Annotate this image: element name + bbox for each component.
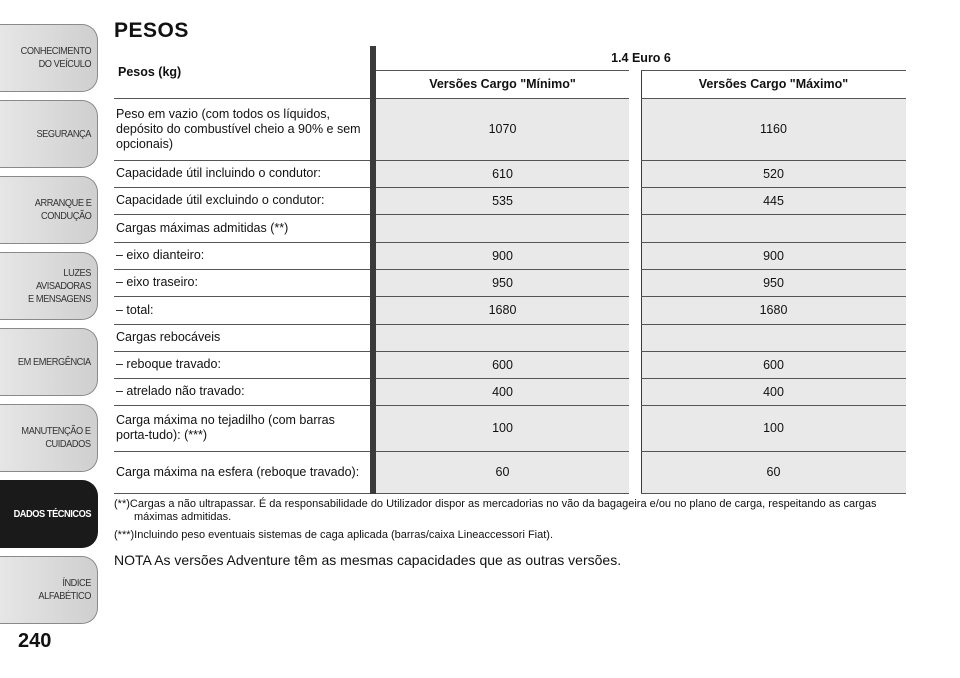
section-title: PESOS — [114, 19, 189, 42]
tab-indice-alfabetico[interactable] — [0, 556, 98, 624]
row-label: Capacidade útil incluindo o condutor: — [114, 160, 373, 187]
table-row — [114, 451, 906, 493]
nota-text: NOTA As versões Adventure têm as mesmas capacidades que as outras versões. — [114, 551, 622, 568]
tab-seguranca[interactable] — [0, 100, 98, 168]
value-min — [373, 214, 635, 242]
value-min: 400 — [373, 378, 635, 405]
footnote: (**)Cargas a não ultrapassar. É da responsabilidade do Utilizador dispor as mercadorias no vão da bagageira e/ou no plano de carga, respeitando as cargas máximas admitidas. — [114, 497, 877, 523]
tab-label: ÍNDICE ALFABÉTICO — [38, 577, 91, 602]
value-min: 600 — [373, 351, 635, 378]
row-label: Cargas máximas admitidas (**) — [114, 214, 373, 242]
engine-header: 1.4 Euro 6 — [373, 46, 906, 70]
footnote: (***)Incluindo peso eventuais sistemas de caga aplicada (barras/caixa Lineaccessori Fiat). — [114, 528, 554, 541]
row-label: Carga máxima no tejadilho (com barras porta-tudo): (***) — [114, 405, 373, 451]
value-min: 950 — [373, 269, 635, 296]
row-label: – total: — [114, 296, 373, 324]
table-row — [114, 214, 906, 242]
tab-em-emergencia[interactable] — [0, 328, 98, 396]
value-max — [635, 214, 906, 242]
value-max: 60 — [635, 451, 906, 493]
value-min: 610 — [373, 160, 635, 187]
tab-manutencao-e-cuidados[interactable] — [0, 404, 98, 472]
tab-dados-tecnicos[interactable] — [0, 480, 98, 548]
value-max: 100 — [635, 405, 906, 451]
value-max: 900 — [635, 242, 906, 269]
tab-label: CONHECIMENTO DO VEÍCULO — [20, 45, 91, 70]
row-label: – eixo dianteiro: — [114, 242, 373, 269]
value-max — [635, 324, 906, 351]
table-row — [114, 187, 906, 214]
value-max: 1160 — [635, 98, 906, 160]
value-max: 520 — [635, 160, 906, 187]
row-label: Capacidade útil excluindo o condutor: — [114, 187, 373, 214]
value-min — [373, 324, 635, 351]
tab-luzes-avisadoras[interactable] — [0, 252, 98, 320]
tab-label: DADOS TÉCNICOS — [13, 507, 91, 520]
value-max: 445 — [635, 187, 906, 214]
row-label: – reboque travado: — [114, 351, 373, 378]
table-row — [114, 351, 906, 378]
value-min: 535 — [373, 187, 635, 214]
value-min: 900 — [373, 242, 635, 269]
tab-label: ARRANQUE E CONDUÇÃO — [34, 197, 91, 222]
row-label: Peso em vazio (com todos os líquidos, depósito do combustível cheio a 90% e sem opcionais) — [114, 98, 373, 160]
value-min: 1070 — [373, 98, 635, 160]
tab-arranque-e-conducao[interactable] — [0, 176, 98, 244]
row-label: Cargas rebocáveis — [114, 324, 373, 351]
table-row — [114, 324, 906, 351]
value-min: 1680 — [373, 296, 635, 324]
table-row — [114, 98, 906, 160]
table-row — [114, 269, 906, 296]
table-row — [114, 378, 906, 405]
table-corner-label: Pesos (kg) — [114, 46, 373, 98]
version-header-min: Versões Cargo "Mínimo" — [373, 70, 635, 98]
value-max: 400 — [635, 378, 906, 405]
weights-table — [114, 46, 906, 494]
tab-label: EM EMERGÊNCIA — [18, 355, 91, 368]
main-content — [114, 18, 906, 568]
value-max: 1680 — [635, 296, 906, 324]
version-header-max: Versões Cargo "Máximo" — [635, 70, 906, 98]
value-max: 950 — [635, 269, 906, 296]
table-row — [114, 242, 906, 269]
row-label: – eixo traseiro: — [114, 269, 373, 296]
page-number: 240 — [18, 630, 52, 652]
tab-label: SEGURANÇA — [36, 127, 91, 140]
tab-label: MANUTENÇÃO E CUIDADOS — [21, 425, 91, 450]
value-min: 60 — [373, 451, 635, 493]
tab-conhecimento-do-veiculo[interactable] — [0, 24, 98, 92]
value-min: 100 — [373, 405, 635, 451]
table-row — [114, 160, 906, 187]
value-max: 600 — [635, 351, 906, 378]
table-row — [114, 296, 906, 324]
tab-label: LUZES AVISADORAS E MENSAGENS — [28, 266, 91, 305]
row-label: Carga máxima na esfera (reboque travado): — [114, 451, 373, 493]
table-row — [114, 405, 906, 451]
footnotes — [114, 498, 906, 542]
row-label: – atrelado não travado: — [114, 378, 373, 405]
